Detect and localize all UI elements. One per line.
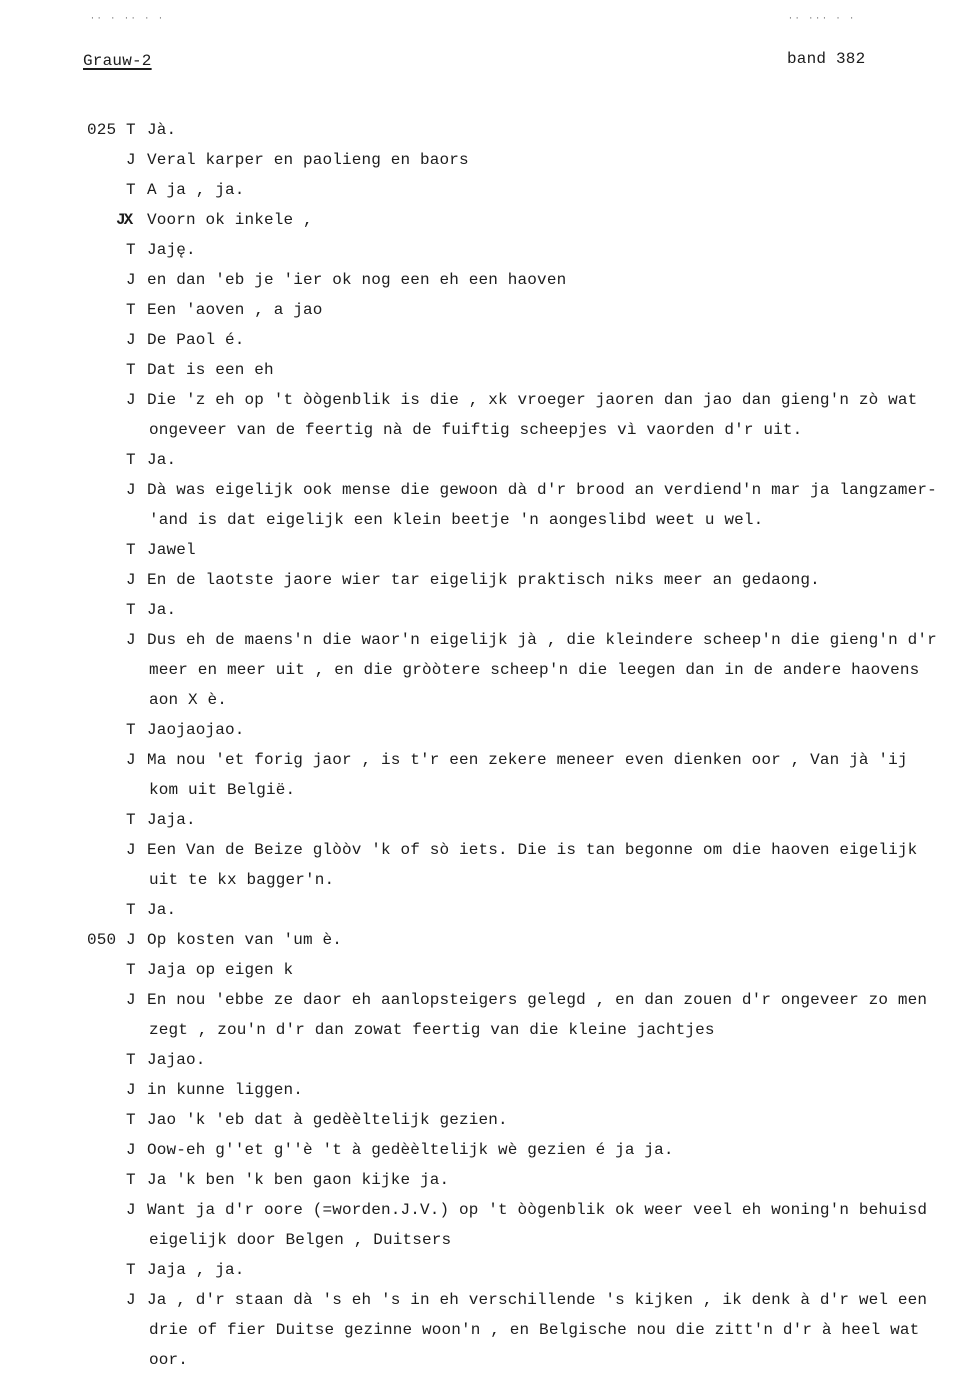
transcript-line (0, 145, 979, 175)
transcript-line (0, 595, 979, 625)
utterance-text: En nou 'ebbe ze daor eh aanlopsteigers gelegd , en dan zouen d'r ongeveer zo men (147, 991, 928, 1009)
utterance-text: en dan 'eb je 'ier ok nog een eh een haoven (147, 271, 567, 289)
speaker-label: T (126, 961, 136, 979)
speaker-label: T (126, 181, 136, 199)
transcript-line (0, 985, 979, 1015)
utterance-text: Veral karper en paolieng en baors (147, 151, 469, 169)
utterance-text: Voorn ok inkele , (147, 211, 313, 229)
utterance-text: Jaja op eigen k (147, 961, 294, 979)
speaker-label: J (126, 1141, 136, 1159)
speaker-label: J (126, 631, 136, 649)
transcript-line (0, 1195, 979, 1225)
transcript-line (0, 835, 979, 865)
transcript-line (0, 325, 979, 355)
transcript-continuation-line (0, 685, 979, 715)
utterance-text: Jajao. (147, 1051, 206, 1069)
utterance-text: Jaojaojao. (147, 721, 245, 739)
transcript-line (0, 385, 979, 415)
utterance-text: Jaję. (147, 241, 196, 259)
utterance-text: Op kosten van 'um è. (147, 931, 343, 949)
transcript-line (0, 265, 979, 295)
utterance-text: Dat is een eh (147, 361, 274, 379)
utterance-text: Jaja. (147, 811, 196, 829)
transcript-continuation-line (0, 865, 979, 895)
utterance-text: kom uit België. (149, 781, 296, 799)
utterance-text: in kunne liggen. (147, 1081, 304, 1099)
speaker-label: T (126, 361, 136, 379)
speaker-label: J (126, 841, 136, 859)
speaker-label: J (126, 391, 136, 409)
utterance-text: aon X è. (149, 691, 228, 709)
utterance-text: drie of fier Duitse gezinne woon'n , en Belgische nou die zitt'n d'r à heel wat (149, 1321, 920, 1339)
utterance-text: De Paol é. (147, 331, 245, 349)
speaker-label: J (126, 931, 136, 949)
transcript-line (0, 1075, 979, 1105)
transcript-body (0, 115, 979, 1375)
utterance-text: Ja. (147, 901, 177, 919)
utterance-text: ongeveer van de feertig nà de fuiftig scheepjes vì vaorden d'r uit. (149, 421, 803, 439)
utterance-text: Een Van de Beize glòòv 'k of sò iets. Die is tan begonne om die haoven eigelijk (147, 841, 918, 859)
speaker-label: J (126, 151, 136, 169)
transcript-line (0, 715, 979, 745)
speaker-label: J (126, 1291, 136, 1309)
document-id: Grauw-2 (83, 52, 152, 70)
speaker-label: T (126, 541, 136, 559)
transcript-continuation-line (0, 775, 979, 805)
utterance-text: Oow-eh g''et g''è 't à gedèèltelijk wè gezien é ja ja. (147, 1141, 674, 1159)
transcript-line (0, 1165, 979, 1195)
transcript-continuation-line (0, 415, 979, 445)
utterance-text: Want ja d'r oore (=worden.J.V.) op 't òògenblik ok weer veel eh woning'n behuisd (147, 1201, 928, 1219)
speaker-label: T (126, 1051, 136, 1069)
tape-label: band 382 (787, 50, 866, 68)
transcript-line (0, 955, 979, 985)
transcript-line (0, 115, 979, 145)
speaker-label: T (126, 901, 136, 919)
speaker-label: T (126, 241, 136, 259)
speaker-label: T (126, 1111, 136, 1129)
utterance-text: oor. (149, 1351, 189, 1369)
utterance-text: eigelijk door Belgen , Duitsers (149, 1231, 452, 1249)
transcript-line (0, 295, 979, 325)
speaker-label: J (126, 481, 136, 499)
utterance-text: uit te kx bagger'n. (149, 871, 335, 889)
speaker-label: JX (116, 211, 132, 229)
utterance-text: Jao 'k 'eb dat à gedèèltelijk gezien. (147, 1111, 508, 1129)
transcript-continuation-line (0, 1315, 979, 1345)
utterance-text: zegt , zou'n d'r dan zowat feertig van die kleine jachtjes (149, 1021, 715, 1039)
transcript-continuation-line (0, 655, 979, 685)
utterance-text: Een 'aoven , a jao (147, 301, 323, 319)
utterance-text: Ja. (147, 601, 177, 619)
transcript-line (0, 745, 979, 775)
transcript-line (0, 625, 979, 655)
tape-counter: 025 (87, 121, 117, 139)
scan-marks-right: ·· ··· · · (788, 14, 857, 23)
transcript-line (0, 1285, 979, 1315)
scan-marks-left: ·· · ·· · · (90, 14, 165, 23)
transcript-line (0, 205, 979, 235)
transcript-line (0, 805, 979, 835)
speaker-label: T (126, 1171, 136, 1189)
transcript-line (0, 565, 979, 595)
utterance-text: meer en meer uit , en die gròòtere scheep'n die leegen dan in de andere haovens (149, 661, 920, 679)
utterance-text: Jaja , ja. (147, 1261, 245, 1279)
utterance-text: Die 'z eh op 't òògenblik is die , xk vroeger jaoren dan jao dan gieng'n zò wat (147, 391, 918, 409)
utterance-text: Ja. (147, 451, 177, 469)
transcript-line (0, 1045, 979, 1075)
speaker-label: J (126, 991, 136, 1009)
transcript-line (0, 235, 979, 265)
utterance-text: Dà was eigelijk ook mense die gewoon dà d'r brood an verdiend'n mar ja langzamer- (147, 481, 937, 499)
speaker-label: T (126, 301, 136, 319)
utterance-text: Ja 'k ben 'k ben gaon kijke ja. (147, 1171, 450, 1189)
speaker-label: T (126, 811, 136, 829)
speaker-label: J (126, 1201, 136, 1219)
transcript-line (0, 475, 979, 505)
transcript-line (0, 355, 979, 385)
utterance-text: A ja , ja. (147, 181, 245, 199)
transcript-line (0, 895, 979, 925)
transcript-continuation-line (0, 1345, 979, 1375)
transcript-line (0, 175, 979, 205)
utterance-text: Dus eh de maens'n die waor'n eigelijk jà , die kleindere scheep'n die gieng'n d'r (147, 631, 937, 649)
transcript-line (0, 1135, 979, 1165)
utterance-text: En de laotste jaore wier tar eigelijk praktisch niks meer an gedaong. (147, 571, 820, 589)
utterance-text: Ma nou 'et forig jaor , is t'r een zekere meneer even dienken oor , Van jà 'ij (147, 751, 908, 769)
speaker-label: J (126, 751, 136, 769)
speaker-label: J (126, 271, 136, 289)
utterance-text: 'and is dat eigelijk een klein beetje 'n aongeslibd weet u wel. (149, 511, 764, 529)
utterance-text: Jà. (147, 121, 177, 139)
transcript-line (0, 1105, 979, 1135)
transcript-line (0, 925, 979, 955)
tape-counter: 050 (87, 931, 117, 949)
transcript-line (0, 445, 979, 475)
transcript-continuation-line (0, 1225, 979, 1255)
speaker-label: T (126, 451, 136, 469)
speaker-label: T (126, 121, 136, 139)
transcript-continuation-line (0, 505, 979, 535)
transcript-continuation-line (0, 1015, 979, 1045)
speaker-label: T (126, 1261, 136, 1279)
speaker-label: J (126, 1081, 136, 1099)
speaker-label: J (126, 331, 136, 349)
transcript-line (0, 1255, 979, 1285)
transcript-line (0, 535, 979, 565)
speaker-label: T (126, 721, 136, 739)
utterance-text: Jawel (147, 541, 196, 559)
utterance-text: Ja , d'r staan dà 's eh 's in eh verschillende 's kijken , ik denk à d'r wel een (147, 1291, 928, 1309)
speaker-label: J (126, 571, 136, 589)
speaker-label: T (126, 601, 136, 619)
